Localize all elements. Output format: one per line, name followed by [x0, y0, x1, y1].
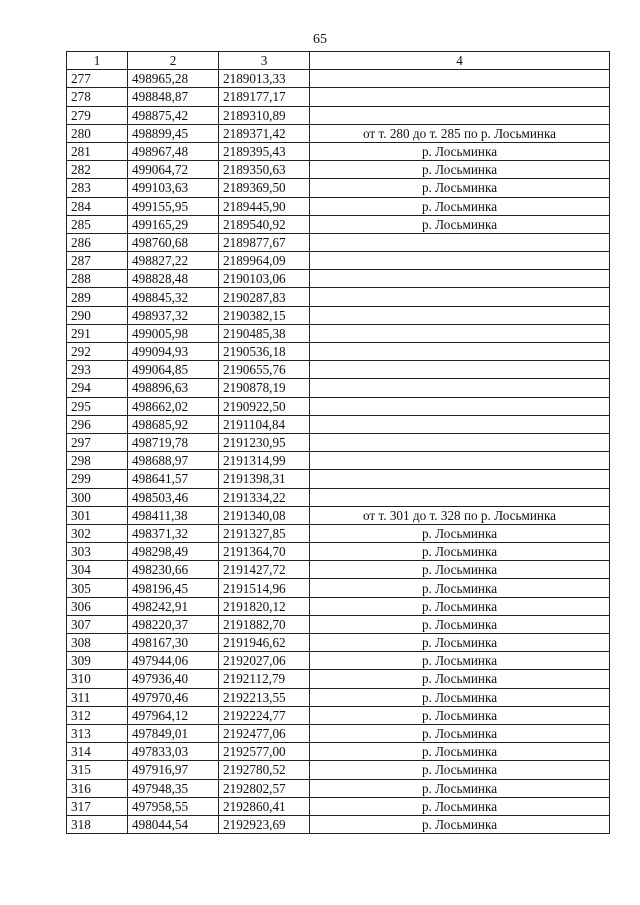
- point-number-cell: 277: [67, 70, 128, 88]
- y-coordinate-cell: 2192213,55: [219, 688, 310, 706]
- description-cell: [310, 488, 610, 506]
- x-coordinate-cell: 499005,98: [128, 324, 219, 342]
- table-row: [67, 433, 610, 451]
- description-cell: р. Лосьминка: [310, 179, 610, 197]
- table-row: [67, 761, 610, 779]
- x-coordinate-cell: 497833,03: [128, 743, 219, 761]
- table-row: [67, 361, 610, 379]
- table-row: [67, 288, 610, 306]
- y-coordinate-cell: 2191104,84: [219, 415, 310, 433]
- point-number-cell: 286: [67, 233, 128, 251]
- y-coordinate-cell: 2190287,83: [219, 288, 310, 306]
- x-coordinate-cell: 499155,95: [128, 197, 219, 215]
- description-cell: [310, 70, 610, 88]
- x-coordinate-cell: 498662,02: [128, 397, 219, 415]
- y-coordinate-cell: 2189395,43: [219, 142, 310, 160]
- description-cell: [310, 88, 610, 106]
- point-number-cell: 310: [67, 670, 128, 688]
- point-number-cell: 307: [67, 615, 128, 633]
- y-coordinate-cell: 2190878,19: [219, 379, 310, 397]
- y-coordinate-cell: 2190655,76: [219, 361, 310, 379]
- description-cell: р. Лосьминка: [310, 197, 610, 215]
- x-coordinate-cell: 498899,45: [128, 124, 219, 142]
- description-cell: р. Лосьминка: [310, 815, 610, 833]
- description-cell: [310, 361, 610, 379]
- description-cell: от т. 301 до т. 328 по р. Лосьминка: [310, 506, 610, 524]
- description-cell: р. Лосьминка: [310, 688, 610, 706]
- x-coordinate-cell: 498896,63: [128, 379, 219, 397]
- table-row: [67, 615, 610, 633]
- y-coordinate-cell: 2191327,85: [219, 524, 310, 542]
- description-cell: [310, 270, 610, 288]
- x-coordinate-cell: 497849,01: [128, 724, 219, 742]
- description-cell: р. Лосьминка: [310, 634, 610, 652]
- page-number: 65: [313, 32, 327, 47]
- y-coordinate-cell: 2191820,12: [219, 597, 310, 615]
- y-coordinate-cell: 2192477,06: [219, 724, 310, 742]
- point-number-cell: 317: [67, 797, 128, 815]
- x-coordinate-cell: 499103,63: [128, 179, 219, 197]
- point-number-cell: 284: [67, 197, 128, 215]
- y-coordinate-cell: 2190382,15: [219, 306, 310, 324]
- description-cell: р. Лосьминка: [310, 524, 610, 542]
- description-cell: [310, 324, 610, 342]
- table-row: [67, 106, 610, 124]
- table-row: [67, 379, 610, 397]
- point-number-cell: 315: [67, 761, 128, 779]
- y-coordinate-cell: 2191314,99: [219, 452, 310, 470]
- y-coordinate-cell: 2189177,17: [219, 88, 310, 106]
- table-row: [67, 670, 610, 688]
- y-coordinate-cell: 2192027,06: [219, 652, 310, 670]
- y-coordinate-cell: 2190536,18: [219, 343, 310, 361]
- point-number-cell: 302: [67, 524, 128, 542]
- description-cell: р. Лосьминка: [310, 579, 610, 597]
- table-row: [67, 470, 610, 488]
- x-coordinate-cell: 497970,46: [128, 688, 219, 706]
- point-number-cell: 293: [67, 361, 128, 379]
- y-coordinate-cell: 2189013,33: [219, 70, 310, 88]
- description-cell: р. Лосьминка: [310, 543, 610, 561]
- point-number-cell: 299: [67, 470, 128, 488]
- table-row: [67, 415, 610, 433]
- x-coordinate-cell: 497944,06: [128, 652, 219, 670]
- table-row: [67, 215, 610, 233]
- x-coordinate-cell: 498242,91: [128, 597, 219, 615]
- description-cell: [310, 306, 610, 324]
- x-coordinate-cell: 498167,30: [128, 634, 219, 652]
- point-number-cell: 291: [67, 324, 128, 342]
- x-coordinate-cell: 499165,29: [128, 215, 219, 233]
- table-row: [67, 397, 610, 415]
- x-coordinate-cell: 497936,40: [128, 670, 219, 688]
- table-row: [67, 597, 610, 615]
- table-row: [67, 142, 610, 160]
- table-row: [67, 488, 610, 506]
- x-coordinate-cell: 498688,97: [128, 452, 219, 470]
- description-cell: р. Лосьминка: [310, 142, 610, 160]
- x-coordinate-cell: 498828,48: [128, 270, 219, 288]
- x-coordinate-cell: 498371,32: [128, 524, 219, 542]
- y-coordinate-cell: 2191334,22: [219, 488, 310, 506]
- y-coordinate-cell: 2190103,06: [219, 270, 310, 288]
- point-number-cell: 301: [67, 506, 128, 524]
- description-cell: [310, 106, 610, 124]
- table-row: [67, 561, 610, 579]
- x-coordinate-cell: 498411,38: [128, 506, 219, 524]
- description-cell: р. Лосьминка: [310, 670, 610, 688]
- x-coordinate-cell: 498937,32: [128, 306, 219, 324]
- description-cell: [310, 233, 610, 251]
- point-number-cell: 298: [67, 452, 128, 470]
- table-row: [67, 579, 610, 597]
- table-row: [67, 324, 610, 342]
- y-coordinate-cell: 2190922,50: [219, 397, 310, 415]
- point-number-cell: 295: [67, 397, 128, 415]
- y-coordinate-cell: 2189350,63: [219, 161, 310, 179]
- point-number-cell: 292: [67, 343, 128, 361]
- x-coordinate-cell: 497948,35: [128, 779, 219, 797]
- x-coordinate-cell: 498641,57: [128, 470, 219, 488]
- description-cell: р. Лосьминка: [310, 779, 610, 797]
- x-coordinate-cell: 498044,54: [128, 815, 219, 833]
- x-coordinate-cell: 499064,72: [128, 161, 219, 179]
- description-cell: р. Лосьминка: [310, 215, 610, 233]
- x-coordinate-cell: 498875,42: [128, 106, 219, 124]
- y-coordinate-cell: 2189445,90: [219, 197, 310, 215]
- table-row: [67, 252, 610, 270]
- description-cell: [310, 433, 610, 451]
- x-coordinate-cell: 498845,32: [128, 288, 219, 306]
- point-number-cell: 318: [67, 815, 128, 833]
- description-cell: р. Лосьминка: [310, 724, 610, 742]
- description-cell: р. Лосьминка: [310, 597, 610, 615]
- table-row: [67, 343, 610, 361]
- point-number-cell: 297: [67, 433, 128, 451]
- point-number-cell: 300: [67, 488, 128, 506]
- y-coordinate-cell: 2192860,41: [219, 797, 310, 815]
- description-cell: р. Лосьминка: [310, 615, 610, 633]
- table-row: [67, 161, 610, 179]
- x-coordinate-cell: 498685,92: [128, 415, 219, 433]
- y-coordinate-cell: 2192224,77: [219, 706, 310, 724]
- table-body: [67, 70, 610, 834]
- description-cell: от т. 280 до т. 285 по р. Лосьминка: [310, 124, 610, 142]
- y-coordinate-cell: 2192802,57: [219, 779, 310, 797]
- point-number-cell: 280: [67, 124, 128, 142]
- description-cell: [310, 470, 610, 488]
- point-number-cell: 287: [67, 252, 128, 270]
- table-row: [67, 452, 610, 470]
- y-coordinate-cell: 2191340,08: [219, 506, 310, 524]
- description-cell: р. Лосьминка: [310, 761, 610, 779]
- table-row: [67, 634, 610, 652]
- point-number-cell: 311: [67, 688, 128, 706]
- table-row: [67, 815, 610, 833]
- table-row: [67, 506, 610, 524]
- table-row: [67, 88, 610, 106]
- y-coordinate-cell: 2192577,00: [219, 743, 310, 761]
- point-number-cell: 281: [67, 142, 128, 160]
- description-cell: р. Лосьминка: [310, 161, 610, 179]
- x-coordinate-cell: 499064,85: [128, 361, 219, 379]
- table-row: [67, 797, 610, 815]
- header-col-2: 2: [128, 52, 219, 70]
- table-row: [67, 233, 610, 251]
- coordinates-table: [66, 51, 610, 834]
- point-number-cell: 308: [67, 634, 128, 652]
- x-coordinate-cell: 498848,87: [128, 88, 219, 106]
- y-coordinate-cell: 2191882,70: [219, 615, 310, 633]
- table-row: [67, 688, 610, 706]
- y-coordinate-cell: 2191398,31: [219, 470, 310, 488]
- description-cell: [310, 415, 610, 433]
- description-cell: [310, 288, 610, 306]
- y-coordinate-cell: 2191230,95: [219, 433, 310, 451]
- header-col-1: 1: [67, 52, 128, 70]
- x-coordinate-cell: 498719,78: [128, 433, 219, 451]
- x-coordinate-cell: 497916,97: [128, 761, 219, 779]
- x-coordinate-cell: 498298,49: [128, 543, 219, 561]
- y-coordinate-cell: 2189310,89: [219, 106, 310, 124]
- x-coordinate-cell: 498503,46: [128, 488, 219, 506]
- description-cell: р. Лосьминка: [310, 652, 610, 670]
- y-coordinate-cell: 2189540,92: [219, 215, 310, 233]
- x-coordinate-cell: 499094,93: [128, 343, 219, 361]
- point-number-cell: 285: [67, 215, 128, 233]
- y-coordinate-cell: 2190485,38: [219, 324, 310, 342]
- table-row: [67, 743, 610, 761]
- point-number-cell: 282: [67, 161, 128, 179]
- y-coordinate-cell: 2191946,62: [219, 634, 310, 652]
- x-coordinate-cell: 498220,37: [128, 615, 219, 633]
- y-coordinate-cell: 2191427,72: [219, 561, 310, 579]
- table-row: [67, 70, 610, 88]
- point-number-cell: 304: [67, 561, 128, 579]
- x-coordinate-cell: 498196,45: [128, 579, 219, 597]
- x-coordinate-cell: 498967,48: [128, 142, 219, 160]
- description-cell: р. Лосьминка: [310, 797, 610, 815]
- point-number-cell: 306: [67, 597, 128, 615]
- point-number-cell: 314: [67, 743, 128, 761]
- table-row: [67, 524, 610, 542]
- point-number-cell: 305: [67, 579, 128, 597]
- description-cell: [310, 252, 610, 270]
- table-row: [67, 652, 610, 670]
- description-cell: р. Лосьминка: [310, 706, 610, 724]
- y-coordinate-cell: 2189877,67: [219, 233, 310, 251]
- point-number-cell: 289: [67, 288, 128, 306]
- header-col-3: 3: [219, 52, 310, 70]
- description-cell: [310, 397, 610, 415]
- table-row: [67, 724, 610, 742]
- point-number-cell: 290: [67, 306, 128, 324]
- x-coordinate-cell: 498760,68: [128, 233, 219, 251]
- description-cell: [310, 452, 610, 470]
- y-coordinate-cell: 2191514,96: [219, 579, 310, 597]
- table-header-row: [67, 52, 610, 70]
- table-row: [67, 197, 610, 215]
- point-number-cell: 294: [67, 379, 128, 397]
- point-number-cell: 283: [67, 179, 128, 197]
- point-number-cell: 303: [67, 543, 128, 561]
- y-coordinate-cell: 2191364,70: [219, 543, 310, 561]
- point-number-cell: 309: [67, 652, 128, 670]
- x-coordinate-cell: 497958,55: [128, 797, 219, 815]
- x-coordinate-cell: 498965,28: [128, 70, 219, 88]
- x-coordinate-cell: 497964,12: [128, 706, 219, 724]
- point-number-cell: 296: [67, 415, 128, 433]
- point-number-cell: 279: [67, 106, 128, 124]
- table-row: [67, 706, 610, 724]
- y-coordinate-cell: 2192112,79: [219, 670, 310, 688]
- header-col-4: 4: [310, 52, 610, 70]
- y-coordinate-cell: 2192923,69: [219, 815, 310, 833]
- point-number-cell: 288: [67, 270, 128, 288]
- point-number-cell: 313: [67, 724, 128, 742]
- table-row: [67, 179, 610, 197]
- y-coordinate-cell: 2189369,50: [219, 179, 310, 197]
- y-coordinate-cell: 2189371,42: [219, 124, 310, 142]
- description-cell: р. Лосьминка: [310, 561, 610, 579]
- table-row: [67, 306, 610, 324]
- y-coordinate-cell: 2189964,09: [219, 252, 310, 270]
- table-row: [67, 270, 610, 288]
- point-number-cell: 278: [67, 88, 128, 106]
- table-row: [67, 543, 610, 561]
- table-row: [67, 779, 610, 797]
- x-coordinate-cell: 498827,22: [128, 252, 219, 270]
- point-number-cell: 312: [67, 706, 128, 724]
- x-coordinate-cell: 498230,66: [128, 561, 219, 579]
- description-cell: [310, 379, 610, 397]
- table-row: [67, 124, 610, 142]
- description-cell: [310, 343, 610, 361]
- y-coordinate-cell: 2192780,52: [219, 761, 310, 779]
- point-number-cell: 316: [67, 779, 128, 797]
- description-cell: р. Лосьминка: [310, 743, 610, 761]
